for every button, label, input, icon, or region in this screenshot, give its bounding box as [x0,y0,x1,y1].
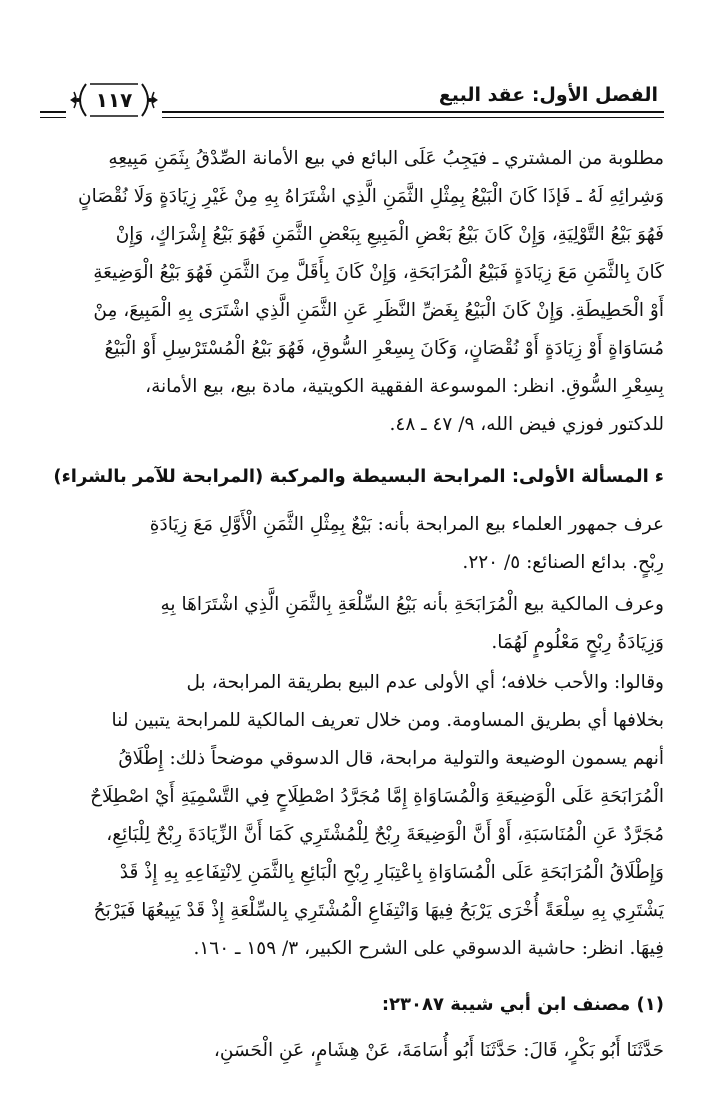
header-rule-left [40,111,66,118]
text-line: مُسَاوَاةٍ أَوْ زِيَادَةٍ أَوْ نُقْصَانٍ، وَكَانَ بِسِعْرِ السُّوقِ، فَهُوَ بَيْعُ الْمُسْتَرْسِلِ أَوْ الْبَيْعُ [104,338,664,359]
page-number-badge [68,80,160,120]
paragraph-2 [38,506,664,582]
paragraph-4 [38,664,664,968]
section-heading [38,466,664,487]
bullet-icon: ﺀ [654,466,664,487]
text-line: عرف جمهور العلماء بيع المرابحة بأنه: بَيْعٌ بِمِثْلِ الثَّمَنِ الْأَوَّلِ مَعَ زِيَادَةِ [149,514,664,535]
text-line: وعرف المالكية بيع الْمُرَابَحَةِ بأنه بَيْعُ السِّلْعَةِ بِالثَّمَنِ الَّذِي اشْتَرَاهَا بِهِ [160,594,664,615]
header-rule [162,111,664,118]
footnote-text [38,1032,664,1070]
text-line: حَدَّثَنَا أَبُو بَكْرٍ، قَالَ: حَدَّثَنَا أَبُو أُسَامَةَ، عَنْ هِشَامٍ، عَنِ الْحَسَنِ، [213,1040,664,1061]
paragraph-1 [38,140,664,444]
page-header [40,78,664,124]
text-line: أنهم يسمون الوضيعة والتولية مرابحة، قال الدسوقي موضحاً ذلك: إِطْلَاقُ [118,748,664,769]
text-line: رِبْحٍ. بدائع الصنائع: ٥/ ٢٢٠. [462,552,664,573]
page-number: ١١٧ [95,88,133,112]
text-line: كَانَ بِالثَّمَنِ مَعَ زِيَادَةٍ فَبَيْعُ الْمُرَابَحَةِ، وَإِنْ كَانَ بِأَقَلَّ مِنَ الثَّمَنِ فَهُوَ بَيْعُ الْوَضِيعَةِ [93,262,664,283]
text-line: بخلافها أي بطريق المساومة. ومن خلال تعريف المالكية للمرابحة يتبين لنا [111,710,664,731]
text-line: مُجَرَّدٌ عَنِ الْمُنَاسَبَةِ، أَوْ أَنَّ الْوَضِيعَةَ رِبْحٌ لِلْمُشْتَرِي كَمَا أَنَّ الزِّيَادَةَ رِبْحٌ لِلْبَائِعِ، [106,824,664,845]
section-heading-text: المسألة الأولى: المرابحة البسيطة والمركبة (المرابحة للآمر بالشراء) [53,466,649,487]
running-title: الفصل الأول: عقد البيع [438,84,658,106]
text-line: يَشْتَرِي بِهِ سِلْعَةً أُخْرَى يَرْبَحُ فِيهَا وَانْتِفَاعِ الْمُشْتَرِي بِالسِّلْعَةِ إِذْ قَدْ يَبِيعُهَا فَيَرْبَحُ [93,900,664,921]
paragraph-3 [38,586,664,662]
text-line: وَإِطْلَاقُ الْمُرَابَحَةِ عَلَى الْمُسَاوَاةِ بِاعْتِبَارِ رِبْحِ الْبَائِعِ بِالثَّمَنِ لِانْتِفَاعِهِ بِهِ إِذْ قَدْ [119,862,664,883]
text-line: للدكتور فوزي فيض الله، ٩/ ٤٧ ـ ٤٨. [389,414,664,435]
text-line: وَشِرائِهِ لَهُ ـ فَإذَا كَانَ الْبَيْعُ بِمِثْلِ الثَّمَنِ الَّذِي اشْتَرَاهُ بِهِ مِنْ غَيْرِ زِيَادَةٍ وَلَا نُقْصَانٍ [78,186,664,207]
text-line: فَهُوَ بَيْعُ التَّوْلِيَةِ، وَإِنْ كَانَ بَيْعُ بَعْضِ الْمَبِيعِ بِبَعْضِ الثَّمَنِ فَهُوَ بَيْعُ إِشْرَاكٍ، وَإِنْ [115,224,664,245]
text-line: فِيهَا. انظر: حاشية الدسوقي على الشرح الكبير، ٣/ ١٥٩ ـ ١٦٠. [193,938,664,959]
text-line: وقالوا: والأحب خلافه؛ أي الأولى عدم البيع بطريقة المرابحة، بل [186,672,664,693]
text-line: الْمُرَابَحَةِ عَلَى الْوَضِيعَةِ وَالْمُسَاوَاةِ إِمَّا مُجَرَّدُ اصْطِلَاحٍ فِي التَّسْمِيَةِ أَيْ اصْطِلَاحٌ [90,786,664,807]
text-line: وَزِيَادَةُ رِبْحٍ مَعْلُومٍ لَهُمَا. [491,632,664,653]
text-line: أَوْ الْحَطِيطَةِ. وَإِنْ كَانَ الْبَيْعُ بِغَضِّ النَّظَرِ عَنِ الثَّمَنِ الَّذِي اشْتَرَى بِهِ الْمَبِيعَ، مِنْ [93,300,664,321]
text-line: بِسِعْرِ السُّوقِ. انظر: الموسوعة الفقهية الكويتية، مادة بيع، بيع الأمانة، [145,376,664,397]
footnote-heading: (١) مصنف ابن أبي شيبة ٢٣٠٨٧: [381,994,664,1015]
text-line: مطلوبة من المشتري ـ فيَجِبُ عَلَى البائع في بيع الأمانة الصِّدْقُ بِثَمَنِ مَبِيعِهِ [108,148,664,169]
